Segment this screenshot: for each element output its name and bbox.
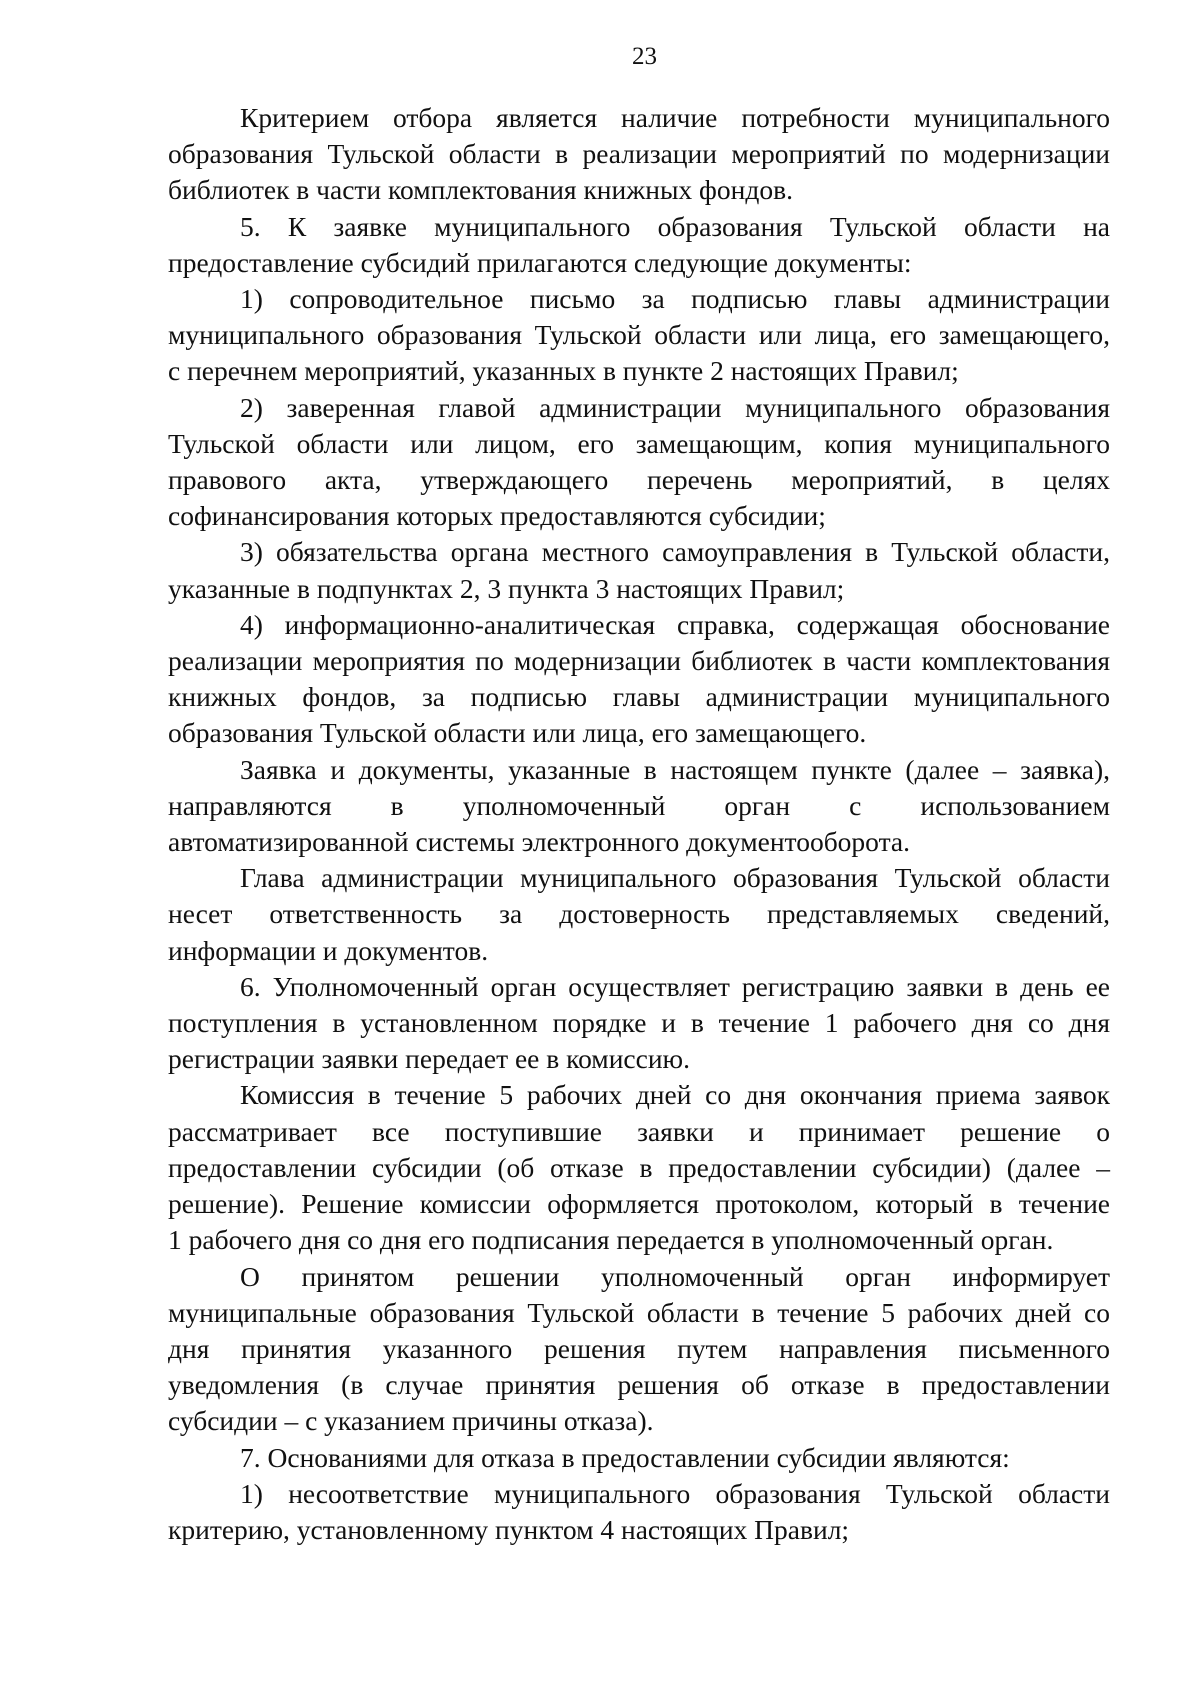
text-line: образования Тульской области в реализации мероприятий по модернизации bbox=[168, 138, 1110, 170]
text-line: образования Тульской области или лица, его замещающего. bbox=[168, 717, 867, 749]
text-line: муниципальные образования Тульской области в течение 5 рабочих дней со bbox=[168, 1296, 1110, 1328]
text-line: решение). Решение комиссии оформляется протоколом, который в течение bbox=[168, 1188, 1110, 1220]
paragraph-item-5-3 bbox=[168, 534, 1110, 606]
text-line: софинансирования которых предоставляются субсидии; bbox=[168, 500, 826, 532]
text-line: поступления в установленном порядке и в течение 1 рабочего дня со дня bbox=[168, 1007, 1110, 1039]
text-line: 5. К заявке муниципального образования Тульской области на bbox=[240, 210, 1110, 242]
paragraph-item-5-4 bbox=[168, 607, 1110, 752]
text-line: 6. Уполномоченный орган осуществляет регистрацию заявки в день ее bbox=[240, 970, 1110, 1002]
text-line: с перечнем мероприятий, указанных в пункте 2 настоящих Правил; bbox=[168, 355, 959, 387]
text-line: информации и документов. bbox=[168, 934, 489, 966]
text-line: 1) сопроводительное письмо за подписью главы администрации bbox=[240, 283, 1110, 315]
page-number: 23 bbox=[632, 43, 657, 70]
text-line: 7. Основаниями для отказа в предоставлении субсидии являются: bbox=[240, 1441, 1010, 1473]
text-line: предоставлении субсидии (об отказе в предоставлении субсидии) (далее – bbox=[168, 1151, 1110, 1183]
paragraph-item-6 bbox=[168, 969, 1110, 1078]
paragraph-item-7-1 bbox=[168, 1476, 1110, 1548]
text-line: 1 рабочего дня со дня его подписания передается в уполномоченный орган. bbox=[168, 1224, 1054, 1256]
paragraph-item-7 bbox=[168, 1440, 1110, 1476]
text-line: Глава администрации муниципального образования Тульской области bbox=[240, 862, 1110, 894]
text-line: книжных фондов, за подписью главы администрации муниципального bbox=[168, 681, 1110, 713]
text-line: 1) несоответствие муниципального образования Тульской области bbox=[240, 1477, 1110, 1509]
text-line: несет ответственность за достоверность представляемых сведений, bbox=[168, 898, 1110, 930]
text-line: критерию, установленному пунктом 4 настоящих Правил; bbox=[168, 1513, 850, 1545]
paragraph-item-5 bbox=[168, 209, 1110, 281]
paragraph-notification bbox=[168, 1259, 1110, 1440]
text-line: дня принятия указанного решения путем направления письменного bbox=[168, 1332, 1110, 1364]
text-line: Критерием отбора является наличие потребности муниципального bbox=[240, 102, 1110, 133]
text-line: автоматизированной системы электронного документооборота. bbox=[168, 826, 911, 858]
text-line: субсидии – с указанием причины отказа). bbox=[168, 1405, 654, 1437]
document-body bbox=[168, 100, 1110, 1548]
paragraph-application-sent bbox=[168, 752, 1110, 861]
text-line: Заявка и документы, указанные в настоящем пункте (далее – заявка), bbox=[240, 753, 1110, 785]
paragraph-criterion bbox=[168, 100, 1110, 209]
text-line: правового акта, утверждающего перечень мероприятий, в целях bbox=[168, 464, 1110, 496]
text-line: Тульской области или лицом, его замещающим, копия муниципального bbox=[168, 427, 1110, 459]
paragraph-item-5-1 bbox=[168, 281, 1110, 390]
text-line: библиотек в части комплектования книжных фондов. bbox=[168, 174, 793, 206]
paragraph-commission bbox=[168, 1077, 1110, 1258]
text-line: 3) обязательства органа местного самоуправления в Тульской области, bbox=[240, 536, 1110, 568]
text-line: 4) информационно-аналитическая справка, содержащая обоснование bbox=[240, 608, 1110, 640]
paragraph-item-5-2 bbox=[168, 390, 1110, 535]
text-line: реализации мероприятия по модернизации библиотек в части комплектования bbox=[168, 645, 1110, 677]
text-line: уведомления (в случае принятия решения об отказе в предоставлении bbox=[168, 1369, 1110, 1401]
text-line: 2) заверенная главой администрации муниципального образования bbox=[240, 391, 1110, 423]
paragraph-head-responsibility bbox=[168, 860, 1110, 969]
text-line: рассматривает все поступившие заявки и принимает решение о bbox=[168, 1115, 1110, 1147]
text-line: направляются в уполномоченный орган с использованием bbox=[168, 789, 1110, 821]
text-line: О принятом решении уполномоченный орган информирует bbox=[240, 1260, 1110, 1292]
text-line: предоставление субсидий прилагаются следующие документы: bbox=[168, 246, 912, 278]
text-line: регистрации заявки передает ее в комиссию. bbox=[168, 1043, 690, 1075]
text-line: муниципального образования Тульской области или лица, его замещающего, bbox=[168, 319, 1110, 351]
text-line: Комиссия в течение 5 рабочих дней со дня окончания приема заявок bbox=[240, 1079, 1110, 1111]
text-line: указанные в подпунктах 2, 3 пункта 3 настоящих Правил; bbox=[168, 572, 845, 604]
